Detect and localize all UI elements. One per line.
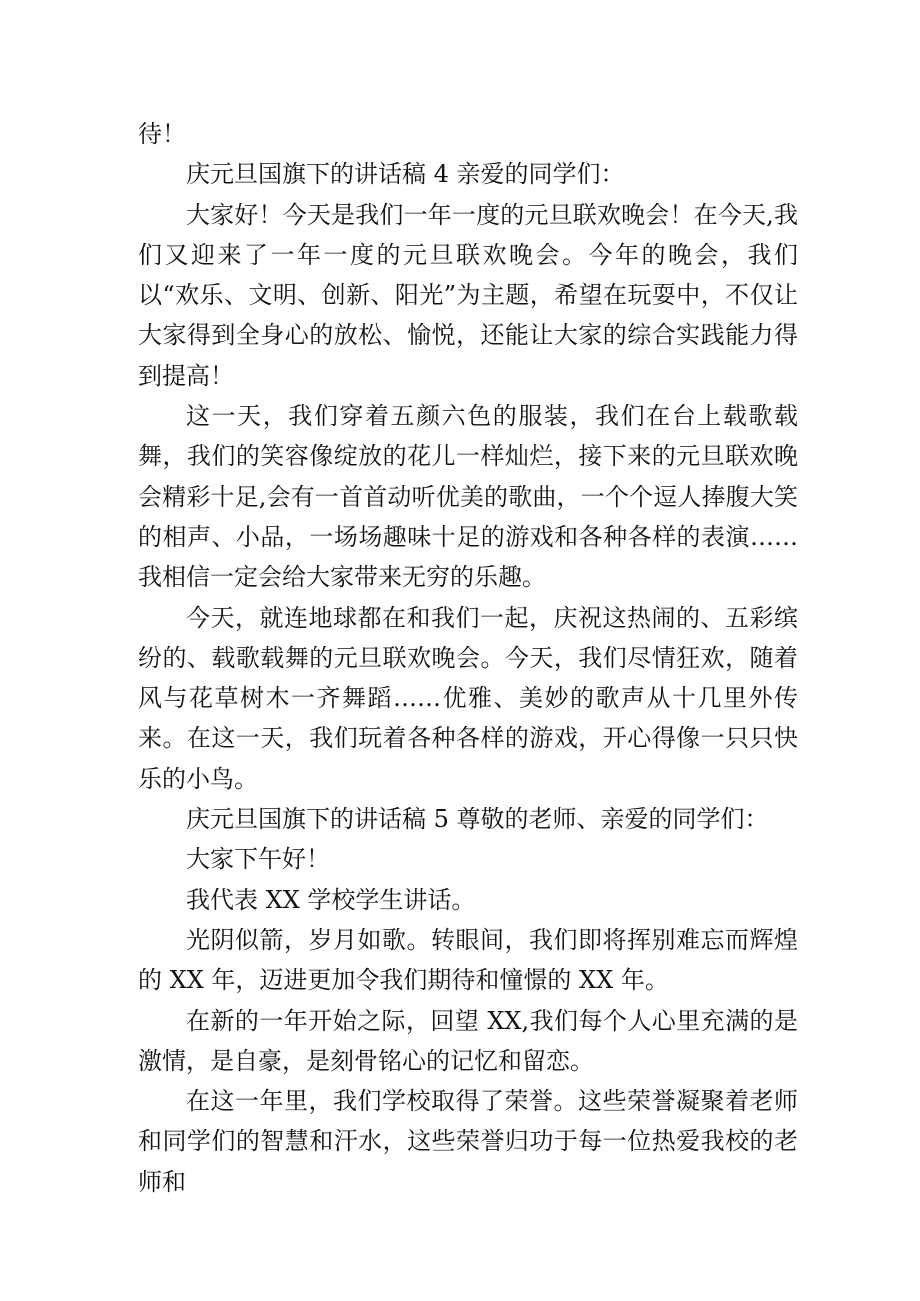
paragraph-4: 这一天，我们穿着五颜六色的服装，我们在台上载歌载舞，我们的笑容像绽放的花儿一样灿烂，接下来的元旦联欢晚会精彩十足,会有一首首动听优美的歌曲，一个个逗人捧腹大笑的相声、小品，一场场趣味十足的游戏和各种各样的表演……我相信一定会给大家带来无穷的乐趣。 bbox=[138, 402, 798, 592]
paragraph-2: 庆元旦国旗下的讲话稿 4 亲爱的同学们： bbox=[186, 160, 625, 189]
paragraph-10: 在新的一年开始之际，回望 XX,我们每个人心里充满的是激情，是自豪，是刻骨铭心的记忆和留恋。 bbox=[138, 1006, 798, 1075]
paragraph-5: 今天，就连地球都在和我们一起，庆祝这热闹的、五彩缤纷的、载歌载舞的元旦联欢晚会。今天，我们尽情狂欢，随着风与花草树木一齐舞蹈……优雅、美妙的歌声从十几里外传来。在这一天，我们玩着各种各样的游戏，开心得像一只只快乐的小鸟。 bbox=[138, 603, 798, 793]
paragraph-8: 我代表 XX 学校学生讲话。 bbox=[186, 885, 476, 914]
paragraph-7: 大家下午好！ bbox=[186, 845, 330, 874]
paragraph-9: 光阴似箭，岁月如歌。转眼间，我们即将挥别难忘而辉煌的 XX 年，迈进更加令我们期待和憧憬的 XX 年。 bbox=[138, 925, 798, 995]
paragraph-3: 大家好！今天是我们一年一度的元旦联欢晚会！在今天,我们又迎来了一年一度的元旦联欢晚会。今年的晚会，我们以“欢乐、文明、创新、阳光”为主题，希望在玩耍中，不仅让大家得到全身心的放松、愉悦，还能让大家的综合实践能力得到提高！ bbox=[138, 200, 798, 390]
paragraph-1: 待！ bbox=[138, 120, 186, 148]
paragraph-11: 在这一年里，我们学校取得了荣誉。这些荣誉凝聚着老师和同学们的智慧和汗水，这些荣誉归功于每一位热爱我校的老师和 bbox=[138, 1087, 798, 1196]
paragraph-6: 庆元旦国旗下的讲话稿 5 尊敬的老师、亲爱的同学们： bbox=[186, 805, 769, 834]
document-body bbox=[138, 114, 798, 1202]
